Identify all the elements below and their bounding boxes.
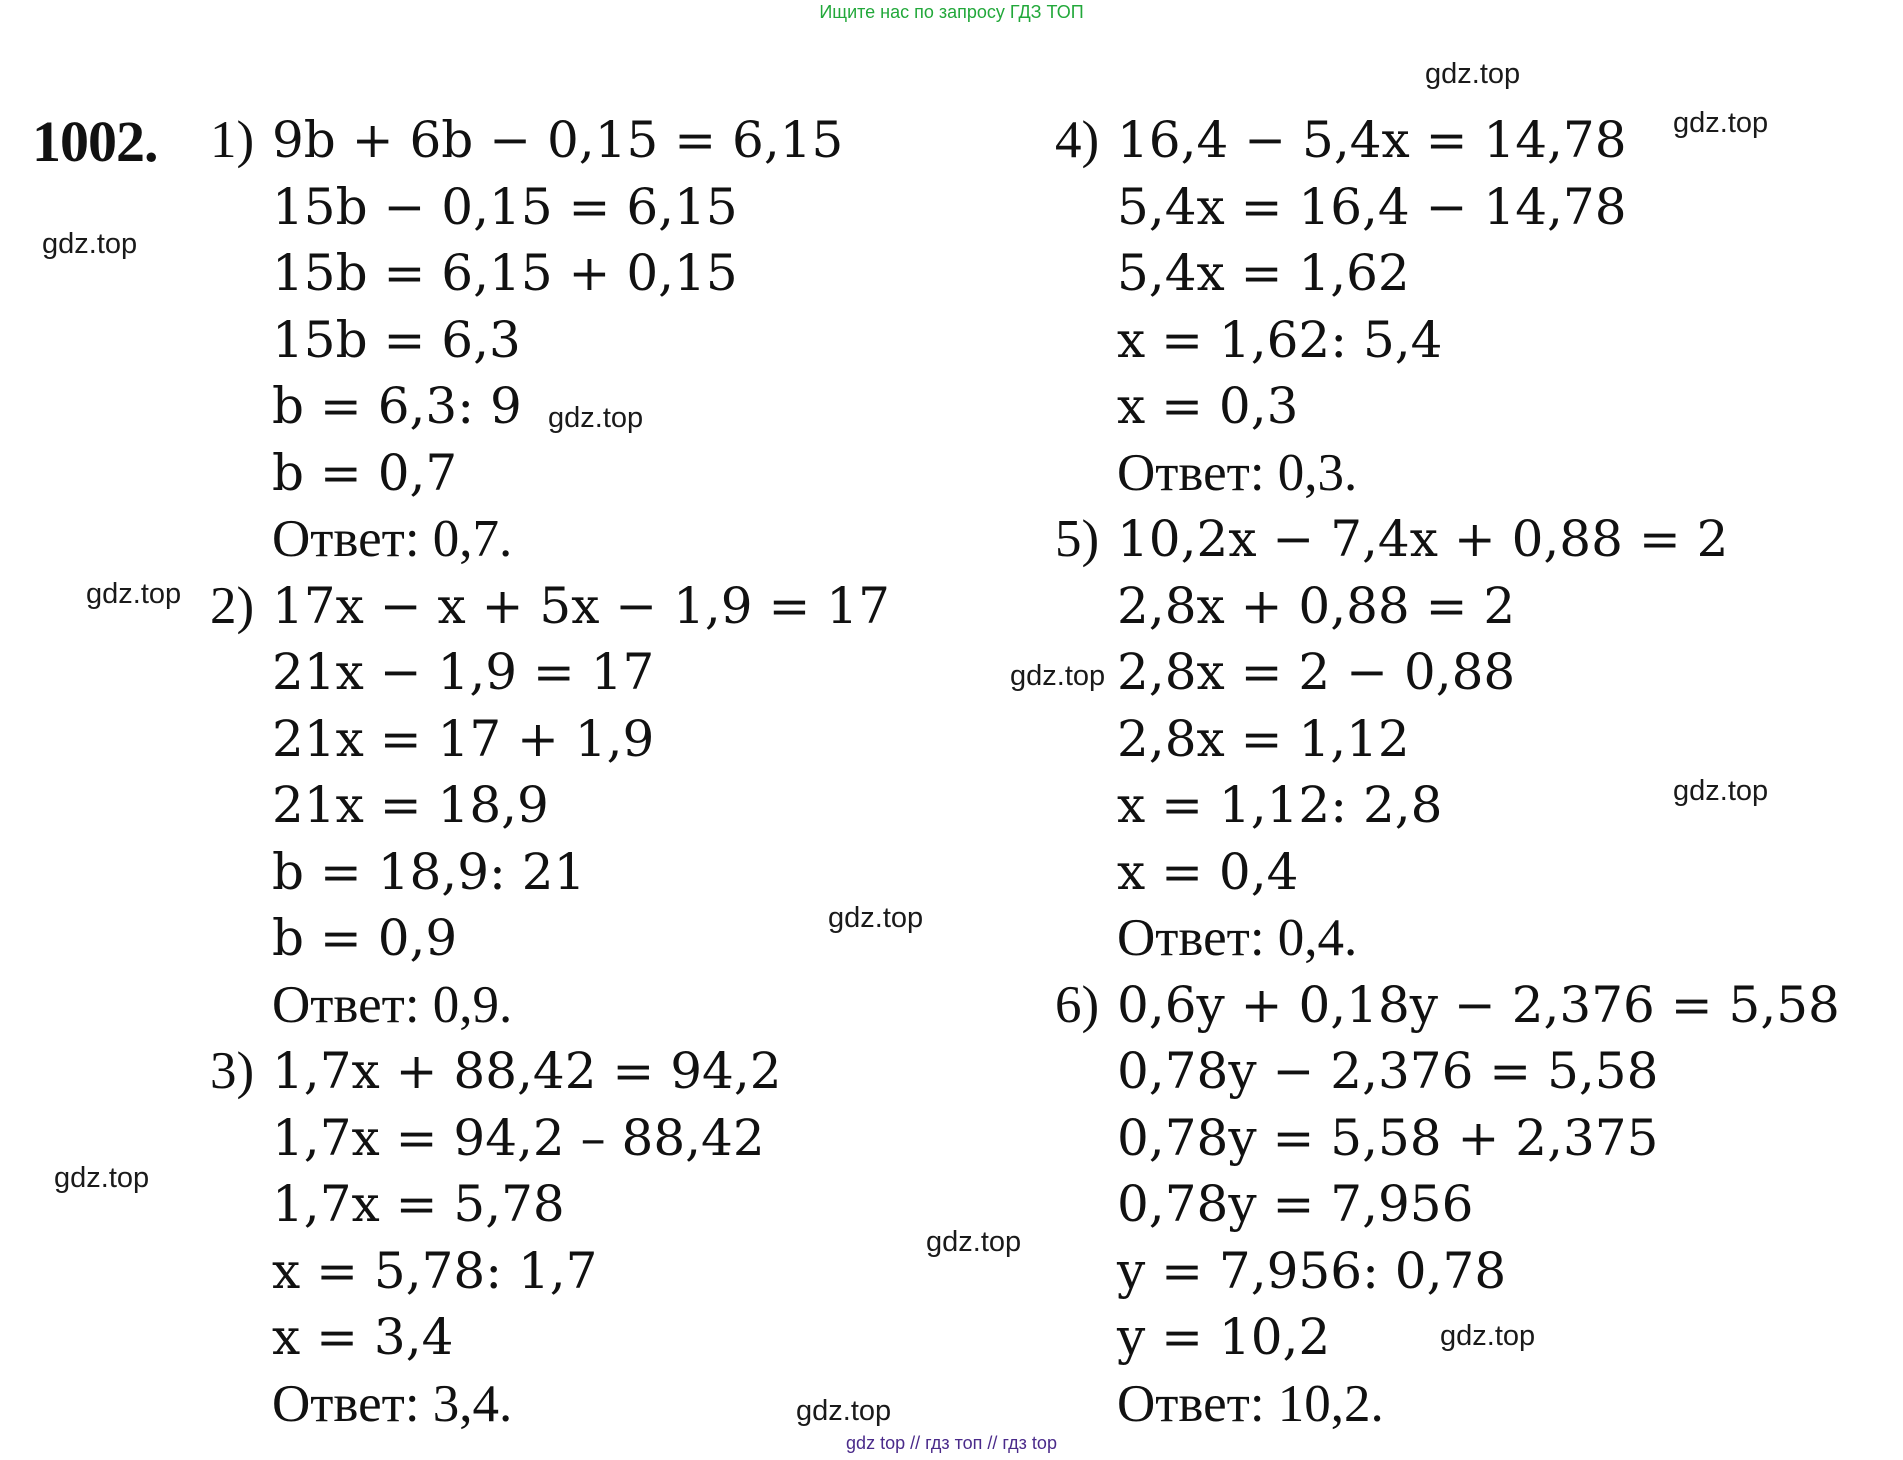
watermark: gdz.top [926,1226,1022,1258]
equation-line [1055,639,1840,706]
equation-line [1055,972,1840,1039]
equation-text: 21x = 18,9 [272,776,549,834]
equation-line [210,905,890,972]
equation-line [210,706,890,773]
equation-text: 17x − x + 5x − 1,9 = 17 [272,576,890,635]
equation-text: 2,8x + 0,88 = 2 [1117,576,1516,635]
task-label: 2) [210,576,255,635]
task-block [210,107,890,573]
equation-line [210,1304,890,1371]
task-block [1055,972,1840,1438]
equation-line [210,639,890,706]
watermark: gdz.top [1440,1320,1536,1352]
watermark: gdz.top [54,1162,150,1194]
equation-text: x = 0,4 [1117,842,1299,901]
watermark: gdz.top [42,228,138,260]
equation-text: 9b + 6b − 0,15 = 6,15 [272,111,844,169]
equation-text: 21x = 17 + 1,9 [272,709,655,768]
answer-line: Ответ: 0,3. [1117,443,1358,502]
equation-text: x = 5,78: 1,7 [272,1241,598,1300]
equation-text: 0,6y + 0,18y − 2,376 = 5,58 [1117,975,1840,1034]
equation-text: 1,7x = 94,2 – 88,42 [272,1108,765,1167]
equation-text: 2,8x = 2 − 0,88 [1117,643,1516,701]
watermark: gdz.top [828,902,924,934]
top-banner: Ищите нас по запросу ГДЗ ТОП [819,2,1084,22]
equation-text: 5,4x = 16,4 − 14,78 [1117,177,1627,236]
equation-text: 1,7x + 88,42 = 94,2 [272,1042,782,1100]
equation-line [210,1105,890,1172]
equation-text: b = 0,7 [272,443,458,502]
equation-text: 16,4 − 5,4x = 14,78 [1117,111,1627,169]
equation-line [1055,506,1840,573]
equation-line [210,174,890,241]
equation-text: 0,78y = 7,956 [1117,1175,1474,1233]
answer-line: Ответ: 0,4. [1117,909,1358,967]
equation-text: 21x − 1,9 = 17 [272,643,655,701]
answer-line: Ответ: 0,9. [272,975,513,1034]
answer-line: Ответ: 3,4. [272,1374,513,1433]
equation-text: x = 1,12: 2,8 [1117,776,1443,834]
watermark: gdz.top [1425,58,1521,90]
task-block [1055,107,1840,506]
equation-line [1055,240,1840,307]
equation-text: b = 18,9: 21 [272,842,586,901]
equation-text: x = 1,62: 5,4 [1117,310,1443,369]
equation-text: 15b − 0,15 = 6,15 [272,177,738,236]
watermark: gdz.top [548,402,644,434]
task-label: 3) [210,1042,255,1100]
equation-text: 15b = 6,3 [272,310,521,369]
equation-line [1055,839,1840,906]
watermark: gdz.top [86,578,182,610]
task-block [210,573,890,1039]
equation-line [1055,1238,1840,1305]
equation-text: 0,78y − 2,376 = 5,58 [1117,1042,1659,1100]
equation-line [210,1038,890,1105]
equation-text: b = 0,9 [272,909,458,967]
equation-line [1055,373,1840,440]
task-label: 5) [1055,510,1100,568]
equation-line [1055,1105,1840,1172]
equation-line [210,839,890,906]
watermark: gdz.top [1673,107,1769,139]
bottom-banner: gdz top // гдз топ // гдз top [846,1433,1057,1453]
equation-text: 15b = 6,15 + 0,15 [272,244,738,302]
equation-text: 1,7x = 5,78 [272,1175,565,1233]
answer-line: Ответ: 10,2. [1117,1374,1384,1433]
equation-text: x = 3,4 [272,1308,454,1366]
equation-line [1055,307,1840,374]
equation-text: y = 7,956: 0,78 [1117,1241,1507,1300]
equation-text: y = 10,2 [1117,1308,1331,1366]
right-column [1055,107,1840,1437]
equation-text: x = 0,3 [1117,377,1299,435]
equation-line [210,107,890,174]
task-label: 4) [1055,111,1100,169]
equation-text: 2,8x = 1,12 [1117,709,1410,768]
equation-line [210,440,890,507]
equation-line [1055,706,1840,773]
task-label: 1) [210,111,255,169]
equation-text: 10,2x − 7,4x + 0,88 = 2 [1117,510,1729,568]
equation-line [210,772,890,839]
equation-line [210,307,890,374]
task-block [210,1038,890,1437]
equation-line [210,240,890,307]
left-column [210,107,890,1437]
equation-line [210,573,890,640]
equation-line [210,1238,890,1305]
equation-line [210,1171,890,1238]
problem-number: 1002. [32,109,158,174]
equation-line [1055,1038,1840,1105]
equation-line [1055,1171,1840,1238]
task-label: 6) [1055,975,1100,1034]
watermark: gdz.top [1673,775,1769,807]
equation-text: 5,4x = 1,62 [1117,244,1410,302]
equation-line [1055,573,1840,640]
task-block [1055,506,1840,972]
equation-line [1055,174,1840,241]
equation-text: b = 6,3: 9 [272,377,522,435]
watermark: gdz.top [796,1395,892,1427]
watermark: gdz.top [1010,660,1106,692]
answer-line: Ответ: 0,7. [272,510,513,568]
equation-text: 0,78y = 5,58 + 2,375 [1117,1108,1659,1167]
